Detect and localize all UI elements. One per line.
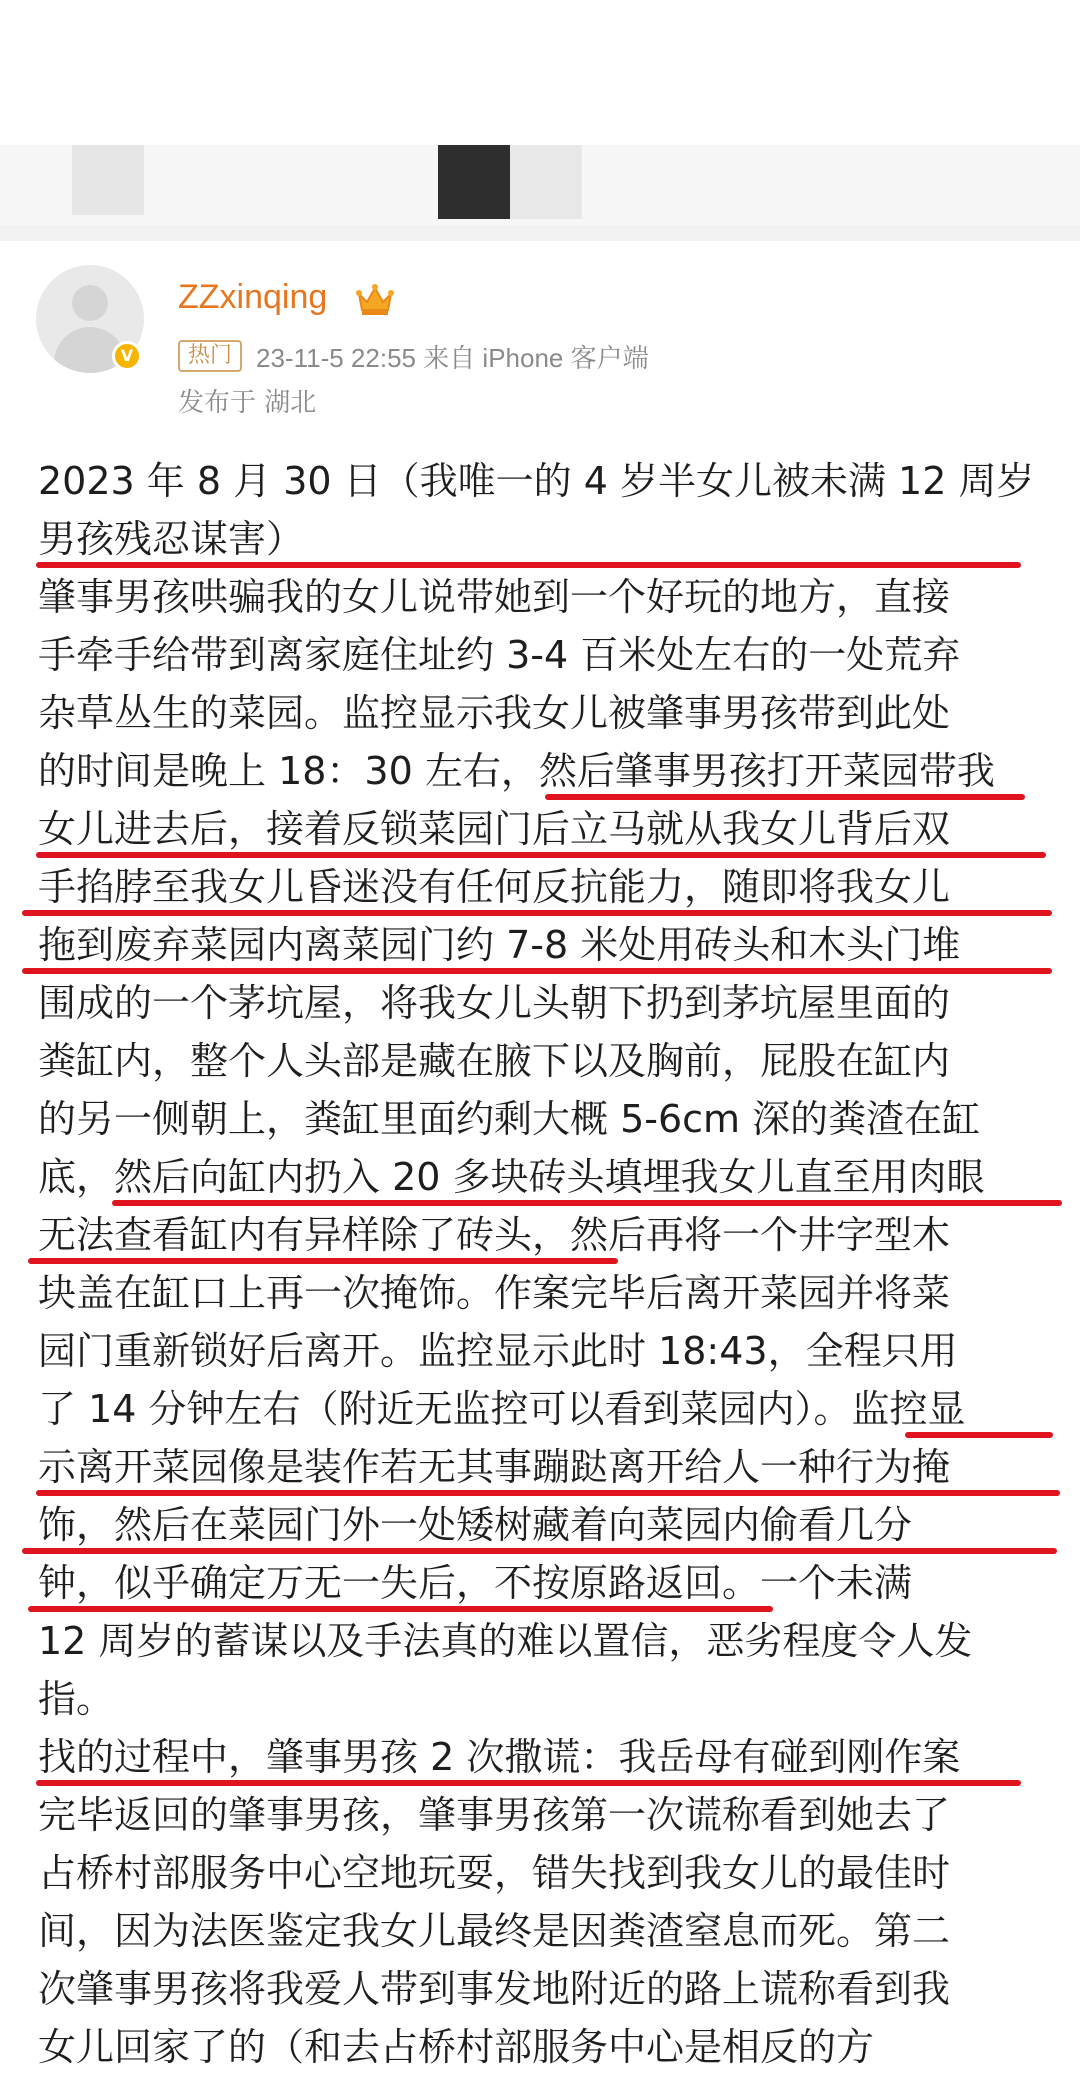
divider bbox=[0, 225, 1080, 241]
redacted-block bbox=[438, 145, 510, 219]
red-underline bbox=[905, 1432, 1053, 1438]
post-line: 男孩残忍谋害） bbox=[38, 517, 305, 561]
post-line: 饰，然后在菜园门外一处矮树藏着向菜园内偷看几分 bbox=[38, 1503, 913, 1547]
post-line: 肇事男孩哄骗我的女儿说带她到一个好玩的地方，直接 bbox=[38, 575, 951, 619]
red-underline bbox=[545, 794, 1025, 800]
redacted-block bbox=[72, 145, 144, 215]
red-underline bbox=[22, 1548, 1057, 1554]
post-line: 找的过程中，肇事男孩 2 次撒谎：我岳母有碰到刚作案 bbox=[38, 1735, 961, 1779]
post-line: 完毕返回的肇事男孩，肇事男孩第一次谎称看到她去了 bbox=[38, 1793, 951, 1837]
post-line: 示离开菜园像是装作若无其事蹦跶离开给人一种行为掩 bbox=[38, 1445, 951, 1489]
username[interactable]: ZZxinqing bbox=[178, 278, 328, 316]
red-underline bbox=[22, 968, 1052, 974]
post-line: 了 14 分钟左右（附近无监控可以看到菜园内）。监控显 bbox=[38, 1387, 966, 1431]
post-meta bbox=[178, 338, 649, 374]
post-line: 占桥村部服务中心空地玩耍，错失找到我女儿的最佳时 bbox=[38, 1851, 951, 1895]
post-line: 拖到废弃菜园内离菜园门约 7-8 米处用砖头和木头门堆 bbox=[38, 923, 961, 967]
post-line: 围成的一个茅坑屋，将我女儿头朝下扔到茅坑屋里面的 bbox=[38, 981, 951, 1025]
post-line: 的另一侧朝上，粪缸里面约剩大概 5-6cm 深的粪渣在缸 bbox=[38, 1097, 981, 1141]
post-line: 12 周岁的蓄谋以及手法真的难以置信，恶劣程度令人发 bbox=[38, 1619, 973, 1663]
post-line: 的时间是晚上 18：30 左右，然后肇事男孩打开菜园带我 bbox=[38, 749, 995, 793]
post-line: 块盖在缸口上再一次掩饰。作案完毕后离开菜园并将菜 bbox=[38, 1271, 951, 1315]
post-line: 女儿回家了的（和去占桥村部服务中心是相反的方 bbox=[38, 2025, 875, 2069]
post-line: 底，然后向缸内扔入 20 多块砖头填埋我女儿直至用肉眼 bbox=[38, 1155, 985, 1199]
post-line: 间，因为法医鉴定我女儿最终是因粪渣窒息而死。第二 bbox=[38, 1909, 951, 1953]
redacted-block bbox=[510, 145, 582, 219]
post-line: 钟，似乎确定万无一失后，不按原路返回。一个未满 bbox=[38, 1561, 913, 1605]
red-underline bbox=[36, 1490, 1060, 1496]
red-underline bbox=[36, 1780, 1021, 1786]
post-line: 粪缸内，整个人头部是藏在腋下以及胸前，屁股在缸内 bbox=[38, 1039, 951, 1083]
verified-badge-icon: V bbox=[112, 341, 142, 371]
red-underline bbox=[28, 1606, 773, 1612]
red-underline bbox=[36, 852, 1046, 858]
post-line: 无法查看缸内有异样除了砖头，然后再将一个井字型木 bbox=[38, 1213, 951, 1257]
post-line: 2023 年 8 月 30 日（我唯一的 4 岁半女儿被未满 12 周岁 bbox=[38, 459, 1035, 503]
hot-badge: 热门 bbox=[178, 340, 242, 372]
post-line: 女儿进去后，接着反锁菜园门后立马就从我女儿背后双 bbox=[38, 807, 951, 851]
post-line: 园门重新锁好后离开。监控显示此时 18:43，全程只用 bbox=[38, 1329, 958, 1373]
post-line: 次肇事男孩将我爱人带到事发地附近的路上谎称看到我 bbox=[38, 1967, 951, 2011]
red-underline bbox=[22, 910, 1052, 916]
post-line: 手牵手给带到离家庭住址约 3-4 百米处左右的一处荒弃 bbox=[38, 633, 961, 677]
red-underline bbox=[36, 562, 1021, 568]
post-time-source: 23-11-5 22:55 来自 iPhone 客户端 bbox=[256, 342, 649, 373]
post-line: 杂草丛生的菜园。监控显示我女儿被肇事男孩带到此处 bbox=[38, 691, 951, 735]
status-area bbox=[0, 0, 1080, 145]
avatar[interactable] bbox=[36, 265, 144, 373]
red-underline bbox=[112, 1200, 1062, 1206]
crown-icon bbox=[356, 282, 394, 316]
red-underline bbox=[28, 1258, 618, 1264]
post-line: 指。 bbox=[38, 1677, 115, 1721]
post-body bbox=[38, 452, 1048, 2076]
post-line: 手掐脖至我女儿昏迷没有任何反抗能力，随即将我女儿 bbox=[38, 865, 951, 909]
post-location: 发布于 湖北 bbox=[178, 388, 317, 418]
